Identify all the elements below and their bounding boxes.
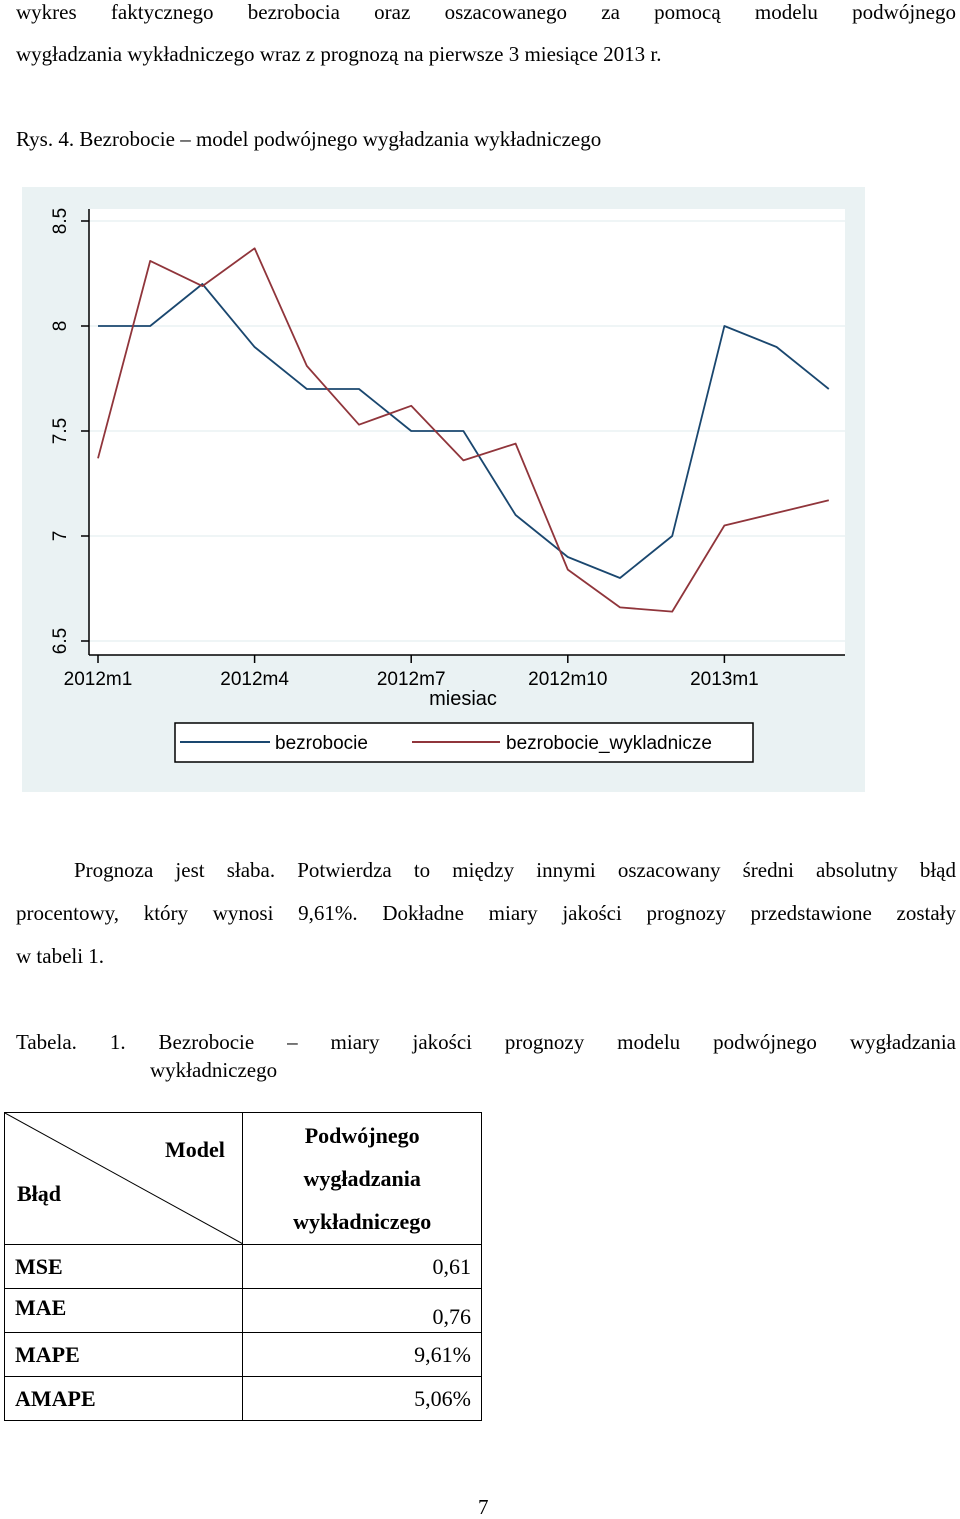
- quality-table: [4, 1112, 482, 1421]
- y-tick-label: 7.5: [50, 417, 71, 445]
- table-row: [5, 1245, 482, 1289]
- x-tick-label: 2012m10: [528, 669, 608, 690]
- column-header: [243, 1113, 482, 1245]
- row-value: 0,61: [243, 1245, 482, 1289]
- y-tick-label: 8: [50, 320, 71, 332]
- header-model: Model: [165, 1137, 225, 1162]
- row-label: AMAPE: [5, 1377, 243, 1421]
- y-tick-label: 8.5: [50, 207, 71, 235]
- line-chart: [22, 187, 865, 792]
- table-row: [5, 1333, 482, 1377]
- table-caption-line-1: Tabela. 1. Bezrobocie – miary jakości prognozy modelu podwójnego wygładzania: [16, 1030, 956, 1054]
- legend-label-bezrobocie-wykladnicze: bezrobocie_wykladnicze: [506, 733, 712, 754]
- intro-line-2: wygładzania wykładniczego wraz z prognozą na pierwsze 3 miesiące 2013 r.: [16, 42, 662, 66]
- column-header-line-3: wykładniczego: [293, 1209, 432, 1234]
- row-label: MSE: [5, 1245, 243, 1289]
- diagonal-header-cell: [5, 1113, 243, 1245]
- header-error: Błąd: [17, 1181, 62, 1206]
- paragraph-line-1: Prognoza jest słaba. Potwierdza to między innymi oszacowany średni absolutny błąd: [74, 858, 956, 882]
- y-tick-label: 7: [50, 530, 71, 542]
- chart-panel: [22, 187, 865, 792]
- row-value: 9,61%: [243, 1333, 482, 1377]
- row-value: 5,06%: [243, 1377, 482, 1421]
- page-number: 7: [478, 1495, 489, 1519]
- plot-area: [89, 209, 845, 655]
- column-header-line-2: wygładzania: [303, 1166, 421, 1191]
- paragraph-line-2: procentowy, który wynosi 9,61%. Dokładne miary jakości prognozy przedstawione zostały: [16, 901, 956, 925]
- row-value: 0,76: [243, 1289, 482, 1333]
- table-row: [5, 1377, 482, 1421]
- row-label: MAE: [5, 1289, 243, 1333]
- intro-line-1: wykres faktycznego bezrobocia oraz oszacowanego za pomocą modelu podwójnego: [16, 0, 956, 24]
- legend-label-bezrobocie: bezrobocie: [275, 733, 368, 754]
- figure-caption: Rys. 4. Bezrobocie – model podwójnego wygładzania wykładniczego: [16, 127, 602, 151]
- row-label: MAPE: [5, 1333, 243, 1377]
- x-tick-label: 2012m1: [63, 669, 133, 690]
- x-tick-label: 2012m4: [220, 669, 289, 690]
- column-header-line-1: Podwójnego: [304, 1123, 420, 1148]
- table-row: [5, 1289, 482, 1333]
- table-caption-line-2: wykładniczego: [150, 1058, 278, 1082]
- x-axis-title: miesiac: [429, 688, 497, 710]
- diagonal-divider: [5, 1113, 243, 1244]
- y-tick-label: 6.5: [50, 627, 71, 655]
- paragraph-line-3: w tabeli 1.: [16, 944, 105, 968]
- x-tick-label: 2013m1: [690, 669, 759, 690]
- x-tick-label: 2012m7: [376, 669, 446, 690]
- table-header-row: [5, 1113, 482, 1245]
